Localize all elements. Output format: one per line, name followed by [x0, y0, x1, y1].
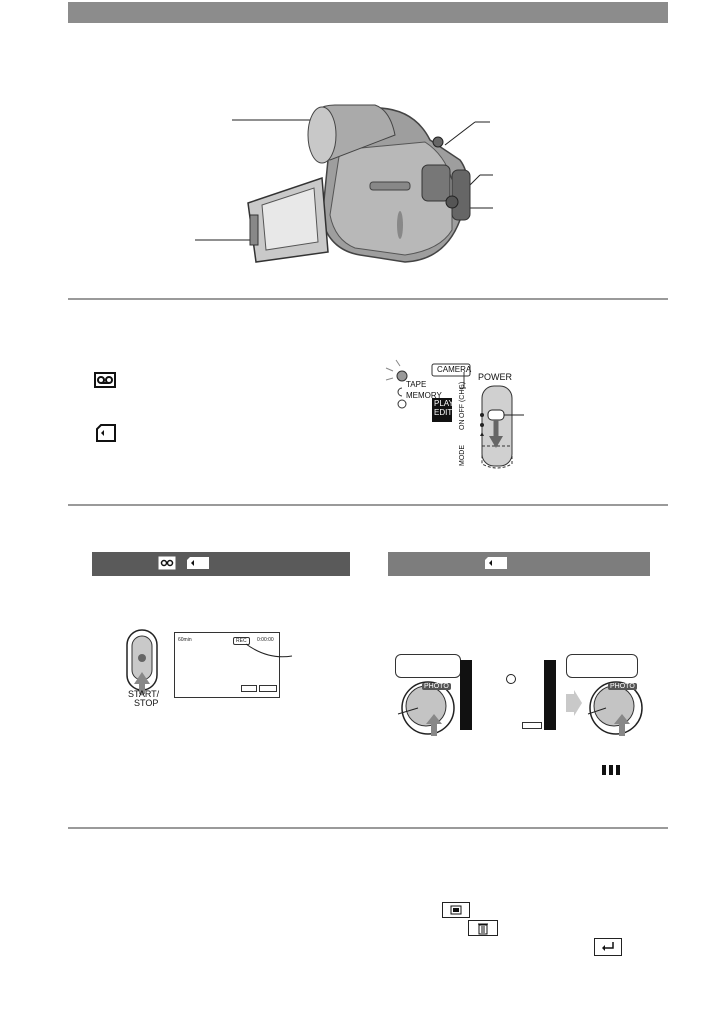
lcd-button-icon: [259, 685, 277, 692]
lcd-button-icon: [241, 685, 257, 692]
rec-callout-line: [238, 640, 294, 660]
lcd-counter-text: 0:00:00: [257, 637, 274, 643]
camcorder-illustration: [190, 100, 510, 270]
mode-tape-label: TAPE: [406, 380, 427, 389]
mode-camera-label: CAMERA: [437, 365, 472, 374]
section-divider: [68, 298, 668, 300]
focus-lock-icon: [506, 674, 516, 684]
photo-callout-right: [566, 654, 638, 678]
power-on-label: ON: [459, 419, 466, 430]
photo-label-left: PHOTO: [424, 683, 449, 690]
return-icon: [594, 938, 622, 956]
memory-stick-icon: [186, 556, 210, 570]
mode-button-label: MODE: [459, 445, 466, 466]
movie-header-bar: [92, 552, 350, 576]
photo-callout-left: [395, 654, 461, 678]
memory-stick-icon: [96, 424, 116, 442]
mode-play-edit-label-2: EDIT: [434, 408, 453, 417]
trash-icon: [468, 920, 498, 936]
power-switch-label: POWER: [478, 372, 513, 382]
top-header-bar: [68, 2, 668, 23]
mode-play-edit-label-1: PLAY/: [434, 399, 457, 408]
section-divider: [68, 504, 668, 506]
memory-stick-icon: [484, 556, 508, 570]
index-icon: [442, 902, 470, 918]
start-stop-label-1: START/: [128, 689, 160, 699]
lcd-screen-photo: [460, 660, 556, 730]
tape-icon: [158, 556, 176, 570]
tape-icon: [94, 372, 116, 388]
lcd-rec-indicator: REC: [233, 637, 250, 645]
photo-header-bar: [388, 552, 650, 576]
start-stop-label-2: STOP: [134, 698, 159, 708]
next-step-arrow: [566, 690, 582, 716]
section-divider: [68, 827, 668, 829]
start-stop-button-illustration: [122, 628, 162, 696]
battery-bars-icon: [600, 764, 624, 776]
photo-label-right: PHOTO: [610, 683, 635, 690]
lcd-remaining-text: 60min: [178, 637, 192, 643]
power-off-chg-label: OFF (CHG): [459, 381, 466, 418]
mode-memory-label: MEMORY: [406, 391, 442, 400]
lcd-button-icon: [522, 722, 542, 729]
